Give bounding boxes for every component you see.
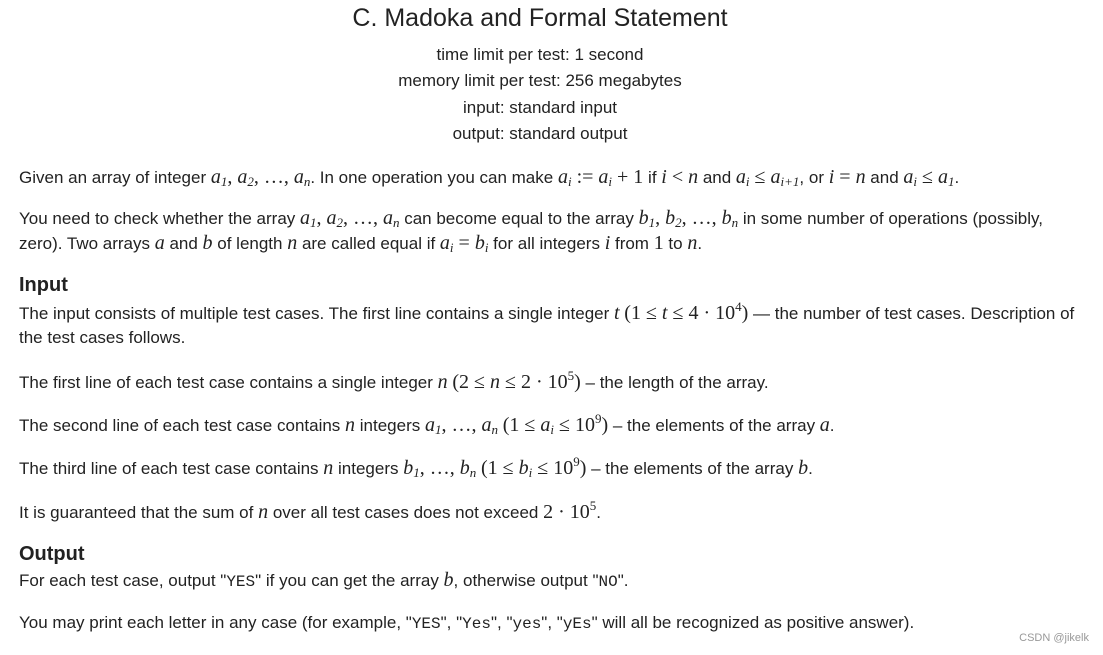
statement-paragraph-1: Given an array of integer $a_1$, $a_2$, …, $a_n$. In one operation you can make $a_i$ := $a_i + 1$ if i < n and $a_i \le a_{i+1}$, or i = n and $a_i \le a_1$. (19, 166, 960, 189)
input-paragraph-5: It is guaranteed that the sum of n over all test cases does not exceed $2 \cdot 10^5$. (19, 498, 601, 523)
input-paragraph-3: The second line of each test case contains n integers $a_1$, …, $a_n$ $(1 \le a_i \le 10^9)$ – the elements of the array a. (19, 411, 835, 437)
input-spec: input: standard input (462, 97, 618, 117)
statement-paragraph-2: You need to check whether the array $a_1$, $a_2$, …, $a_n$ can become equal to the array $b_1$, $b_2$, …, $b_n$ in some number of operations (possibly, zero). Two arrays a and b of length n are called equal if $a_i = b_i$ for all integers i from 1 to n. (19, 207, 1043, 255)
time-limit: time limit per test: 1 second (436, 45, 644, 64)
input-paragraph-4: The third line of each test case contains n integers $b_1$, …, $b_n$ $(1 \le b_i \le 10^9)$ – the elements of the array b. (19, 454, 813, 480)
output-heading: Output (19, 543, 85, 565)
memory-limit: memory limit per test: 256 megabytes (398, 71, 682, 91)
output-paragraph-1: For each test case, output "YES" if you can get the array b, otherwise output "NO". (19, 569, 629, 591)
input-paragraph-2: The first line of each test case contains a single integer n $(2 \le n \le 2 \cdot 10^5)$ – the length of the array. (19, 368, 769, 393)
input-paragraph-1: The input consists of multiple test cases. The first line contains a single integer t $(1 \le t \le 4 \cdot 10^4)$ — the number of test cases. Description of the test cases follows. (19, 299, 1075, 347)
watermark: CSDN @jikelk (1019, 632, 1089, 644)
input-heading: Input (19, 274, 68, 296)
problem-limits (0, 42, 1080, 147)
problem-title: C. Madoka and Formal Statement (352, 4, 728, 32)
output-paragraph-2: You may print each letter in any case (for example, "YES", "Yes", "yes", "yEs" will all be recognized as positive answer). (19, 613, 915, 633)
output-spec: output: standard output (452, 123, 628, 143)
problem-page (19, 0, 1089, 633)
